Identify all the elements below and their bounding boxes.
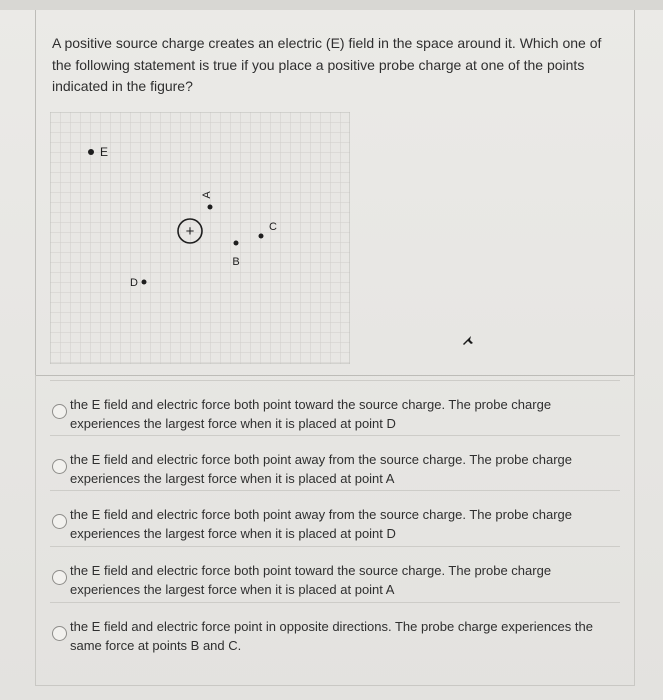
- question-text: A positive source charge creates an electric (E) field in the space around it. Which one of the following statement is true if you place a positive probe charge at one of the points indicated in the figure?: [52, 35, 602, 94]
- answer-option-2[interactable]: [50, 435, 620, 491]
- point-d-label: D: [130, 277, 138, 289]
- answer-option-1[interactable]: [50, 380, 620, 436]
- answer-option-3[interactable]: [50, 490, 620, 546]
- field-figure: [50, 112, 350, 364]
- answer-option-text: the E field and electric force both point away from the source charge. The probe charge experiences the largest force when it is placed at point D: [70, 507, 572, 541]
- answer-option-4[interactable]: [50, 546, 620, 602]
- point-b-dot: [234, 241, 239, 246]
- radio-button[interactable]: [52, 404, 67, 419]
- radio-button[interactable]: [52, 459, 67, 474]
- answer-option-text: the E field and electric force both point away from the source charge. The probe charge experiences the largest force when it is placed at point A: [70, 452, 572, 486]
- radio-button[interactable]: [52, 570, 67, 585]
- point-c-label: C: [269, 221, 277, 233]
- point-d-dot: [142, 280, 147, 285]
- answer-option-5[interactable]: [50, 602, 620, 658]
- answer-option-text: the E field and electric force both point toward the source charge. The probe charge experiences the largest force when it is placed at point A: [70, 563, 552, 597]
- point-a-dot: [208, 205, 213, 210]
- point-a-label: A: [201, 191, 213, 199]
- point-e-label: E: [100, 145, 109, 159]
- point-b-label: B: [232, 256, 240, 268]
- point-c-dot: [259, 234, 264, 239]
- answer-option-text: the E field and electric force both point toward the source charge. The probe charge experiences the largest force when it is placed at point D: [70, 397, 552, 431]
- radio-button[interactable]: [52, 626, 67, 641]
- point-e-dot: [88, 149, 94, 155]
- source-charge-symbol: +: [185, 223, 195, 240]
- top-bar: [0, 0, 663, 10]
- radio-button[interactable]: [52, 514, 67, 529]
- answer-option-text: the E field and electric force point in opposite directions. The probe charge experiences the same force at points B and C.: [70, 619, 593, 653]
- mouse-cursor-icon: [461, 334, 475, 348]
